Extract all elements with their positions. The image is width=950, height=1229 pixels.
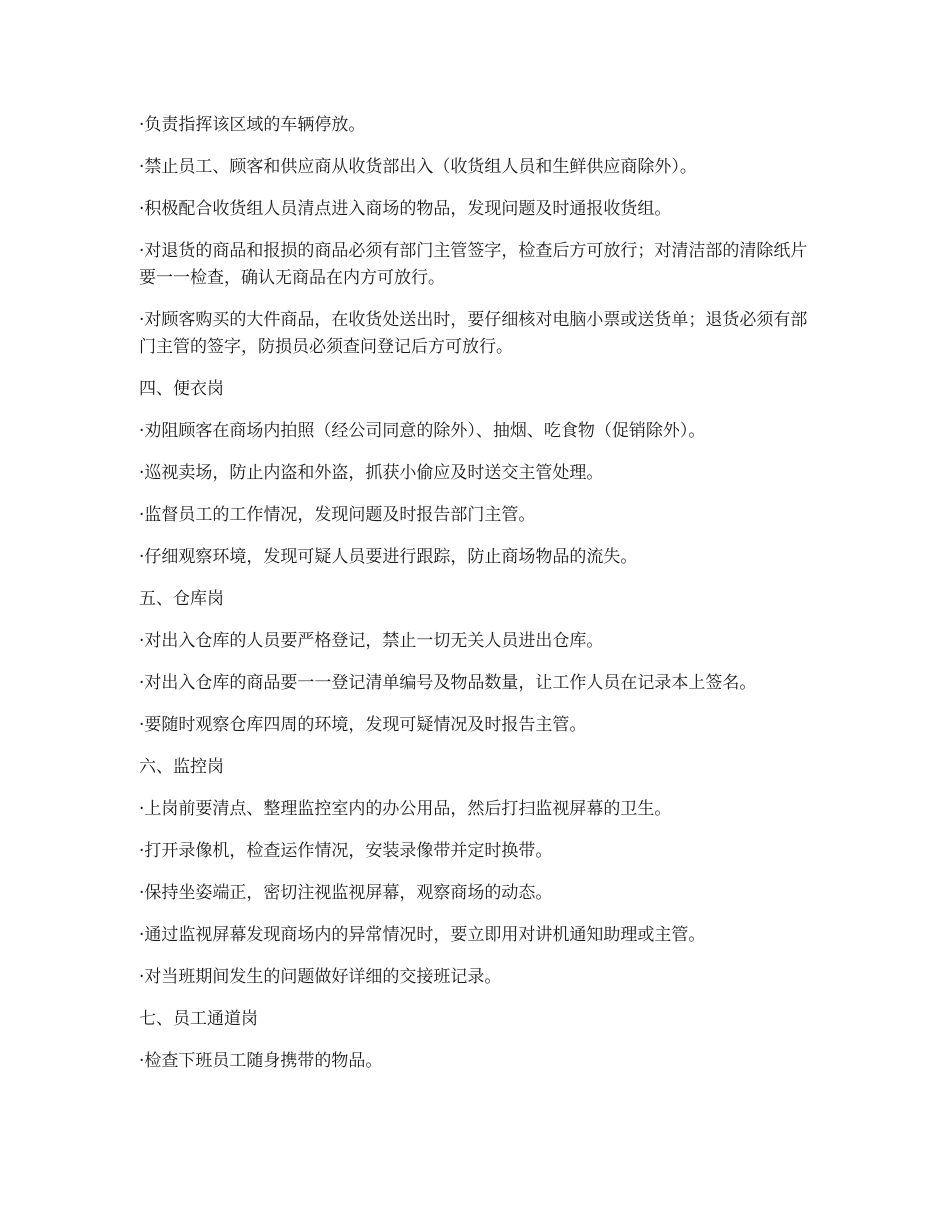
- section-heading-monitoring: 六、监控岗: [139, 757, 224, 777]
- paragraph-posture: ·保持坐姿端正，密切注视监视屏幕，观察商场的动态。: [139, 883, 553, 903]
- paragraph-register-goods: ·对出入仓库的商品要一一登记清单编号及物品数量，让工作人员在记录本上签名。: [139, 673, 757, 693]
- paragraph-check-belongings: ·检查下班员工随身携带的物品。: [139, 1051, 383, 1071]
- paragraph-observe: ·仔细观察环境，发现可疑人员要进行跟踪，防止商场物品的流失。: [139, 547, 638, 567]
- paragraph-watch-surroundings: ·要随时观察仓库四周的环境，发现可疑情况及时报告主管。: [139, 715, 587, 735]
- paragraph-large-goods: ·对顾客购买的大件商品，在收货处送出时，要仔细核对电脑小票或送货单；退货必须有部门主管的签字，防损员必须查问登记后方可放行。: [139, 310, 808, 357]
- section-heading-plainclothes: 四、便衣岗: [139, 379, 224, 399]
- paragraph-handover: ·对当班期间发生的问题做好详细的交接班记录。: [139, 967, 502, 987]
- paragraph-register-people: ·对出入仓库的人员要严格登记，禁止一切无关人员进出仓库。: [139, 631, 604, 651]
- paragraph-patrol: ·巡视卖场，防止内盗和外盗，抓获小偷应及时送交主管处理。: [139, 463, 604, 483]
- paragraph-no-entry: ·禁止员工、顾客和供应商从收货部出入（收货组人员和生鲜供应商除外）。: [139, 157, 697, 177]
- paragraph-supervise: ·监督员工的工作情况，发现问题及时报告部门主管。: [139, 505, 536, 525]
- paragraph-recorder: ·打开录像机，检查运作情况，安装录像带并定时换带。: [139, 841, 553, 861]
- paragraph-dissuade: ·劝阻顾客在商场内拍照（经公司同意的除外）、抽烟、吃食物（促销除外）。: [139, 421, 706, 441]
- section-heading-staff-passage: 七、员工通道岗: [139, 1009, 258, 1029]
- document-page: [139, 112, 815, 1090]
- section-heading-warehouse: 五、仓库岗: [139, 589, 224, 609]
- paragraph-parking: ·负责指挥该区域的车辆停放。: [139, 115, 366, 135]
- paragraph-returns: ·对退货的商品和报损的商品必须有部门主管签字，检查后方可放行；对清洁部的清除纸片要一一检查，确认无商品在内方可放行。: [139, 241, 808, 288]
- paragraph-abnormal: ·通过监视屏幕发现商场内的异常情况时，要立即用对讲机通知助理或主管。: [139, 925, 706, 945]
- paragraph-prepare: ·上岗前要清点、整理监控室内的办公用品，然后打扫监视屏幕的卫生。: [139, 799, 672, 819]
- paragraph-cooperate: ·积极配合收货组人员清点进入商场的物品，发现问题及时通报收货组。: [139, 199, 672, 219]
